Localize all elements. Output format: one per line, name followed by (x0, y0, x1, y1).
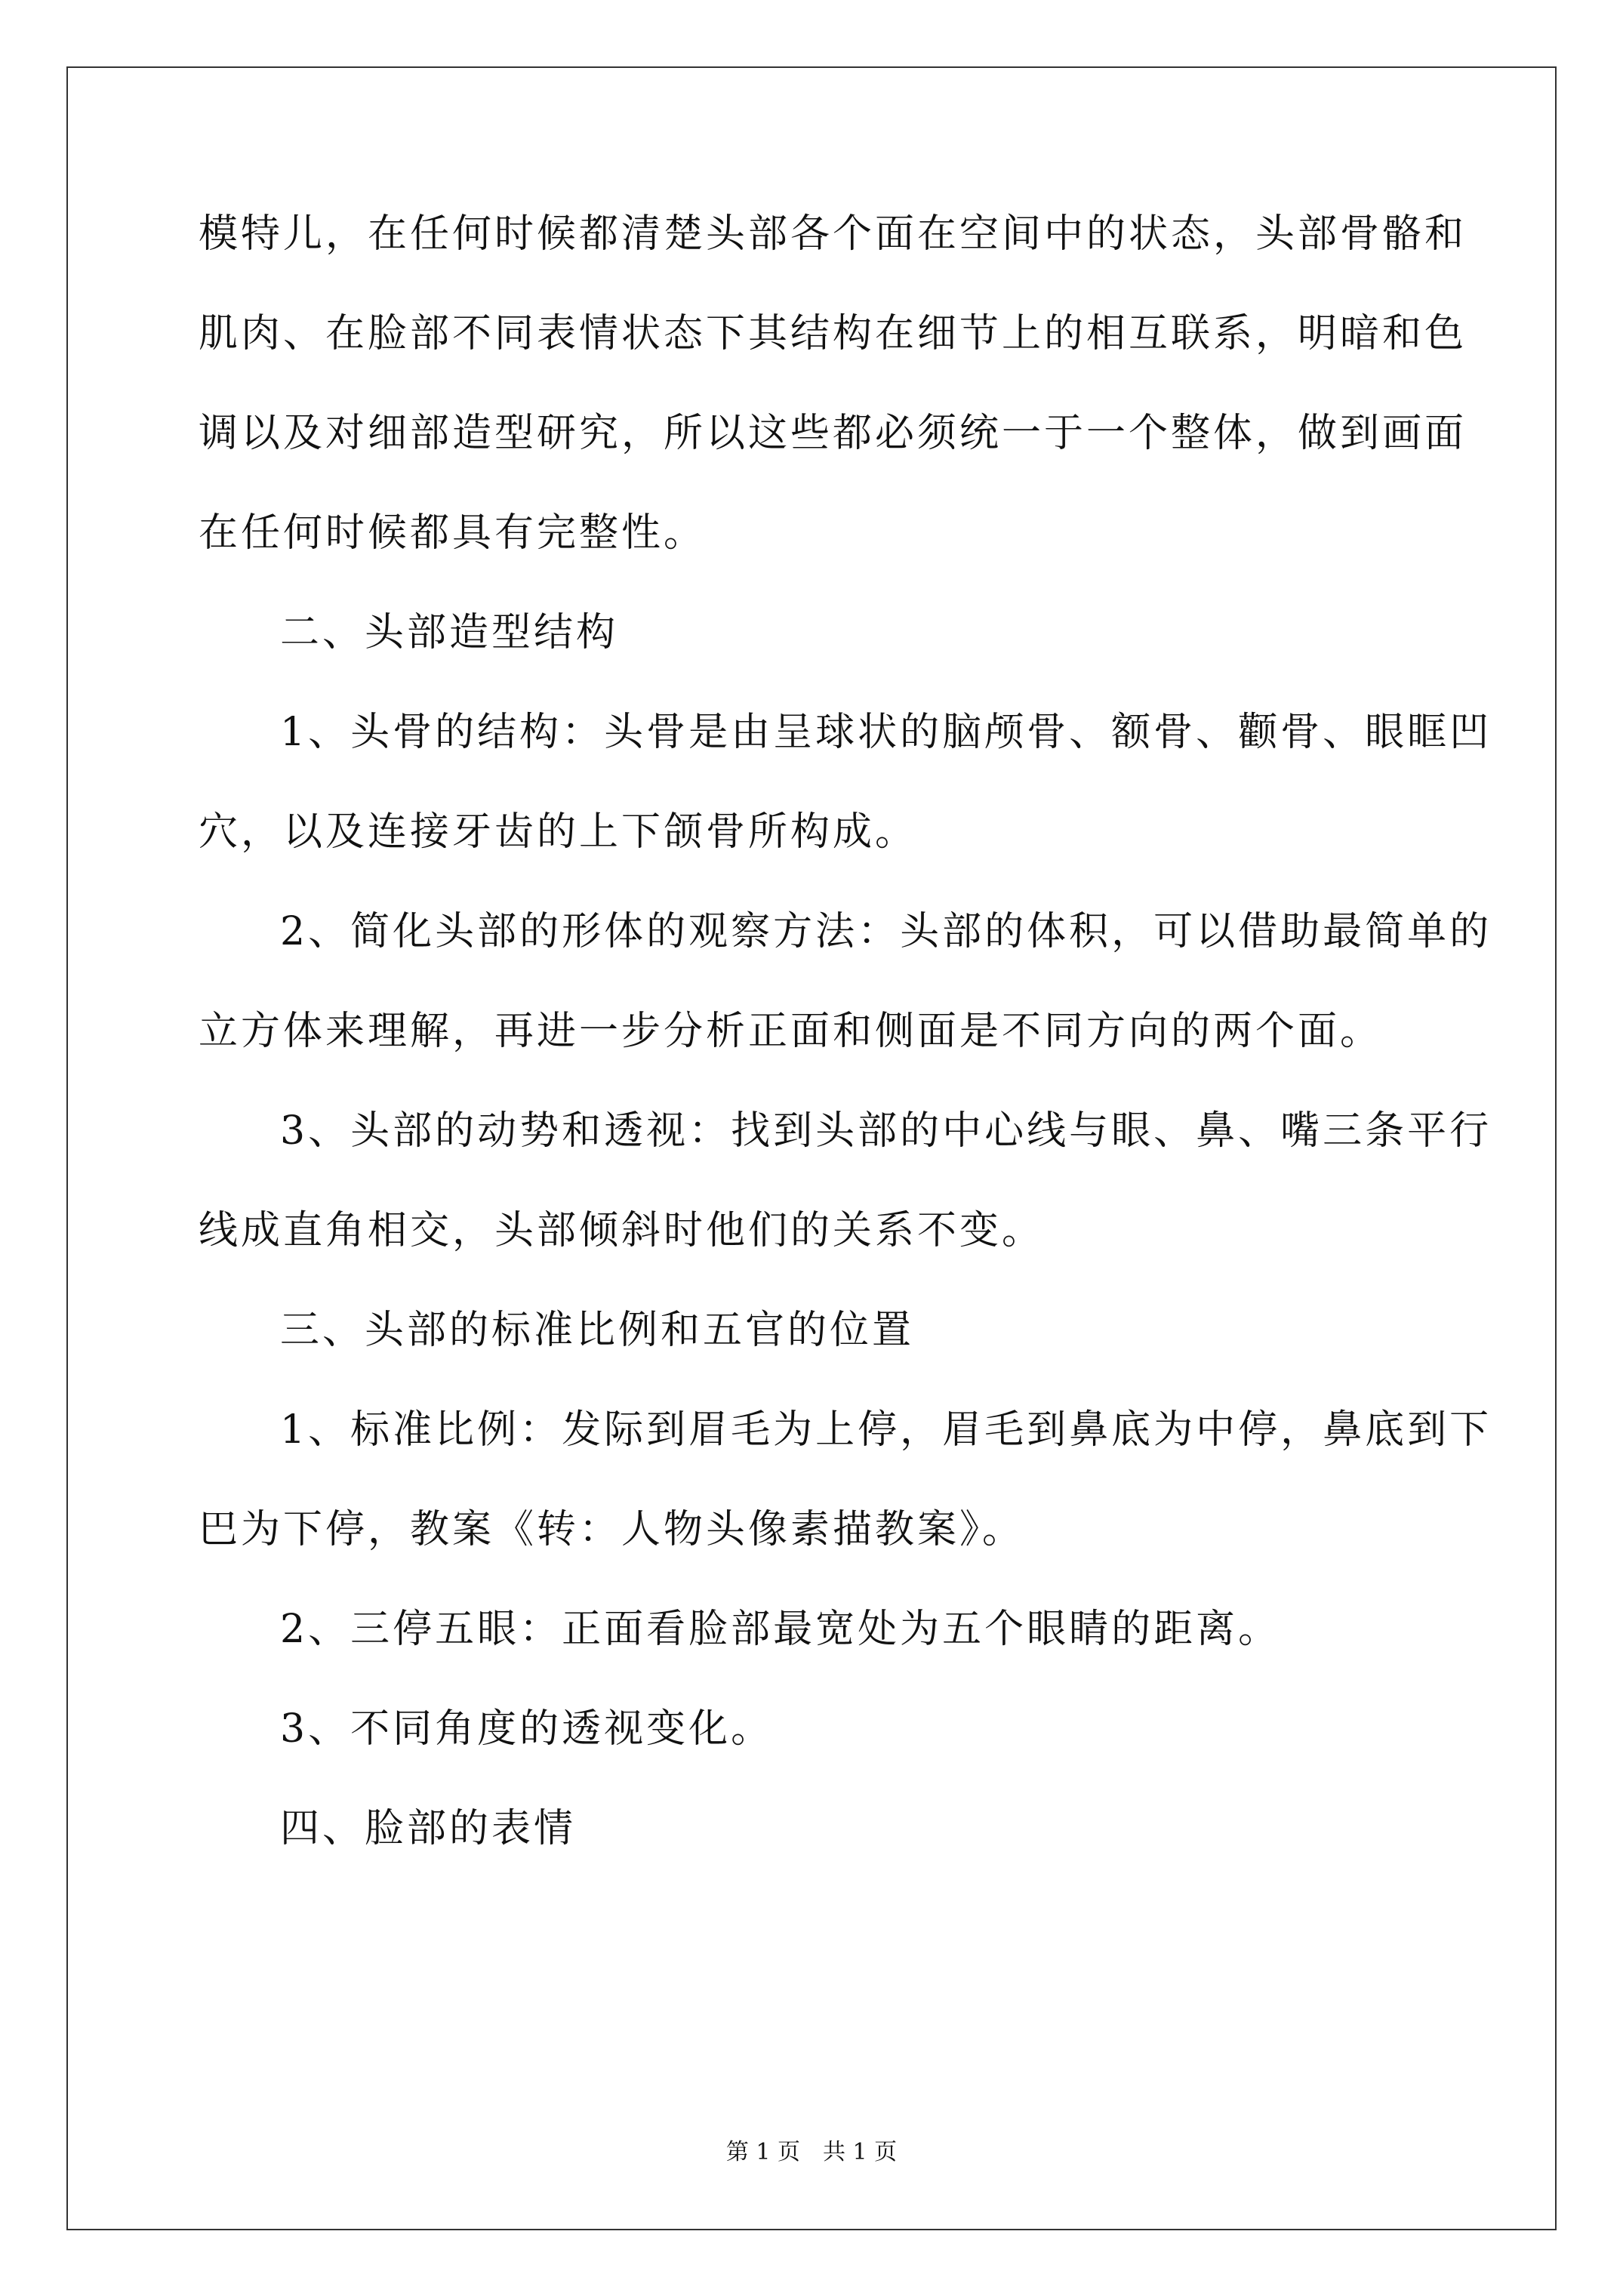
page-number: 第 1 页 共 1 页 (725, 2139, 898, 2165)
body-line: 调以及对细部造型研究，所以这些都必须统一于一个整体，做到画面 (199, 411, 1467, 456)
section-heading: 二、头部造型结构 (280, 610, 619, 655)
section-heading: 四、脸部的表情 (280, 1806, 577, 1851)
body-line: 3、头部的动势和透视：找到头部的中心线与眼、鼻、嘴三条平行 (280, 1108, 1492, 1154)
body-line: 1、头骨的结构：头骨是由呈球状的脑颅骨、额骨、颧骨、眼眶凹 (280, 710, 1492, 755)
body-line: 巴为下停，教案《转：人物头像素描教案》。 (199, 1507, 1025, 1552)
section-heading: 三、头部的标准比例和五官的位置 (280, 1308, 915, 1353)
body-line: 3、不同角度的透视变化。 (280, 1706, 774, 1752)
body-line: 2、简化头部的形体的观察方法：头部的体积，可以借助最简单的 (280, 909, 1492, 954)
body-line: 线成直角相交，头部倾斜时他们的关系不变。 (199, 1208, 1045, 1253)
body-line: 2、三停五眼：正面看脸部最宽处为五个眼睛的距离。 (280, 1607, 1281, 1652)
body-line: 肌肉、在脸部不同表情状态下其结构在细节上的相互联系，明暗和色 (199, 311, 1467, 356)
body-line: 模特儿，在任何时候都清楚头部各个面在空间中的状态，头部骨骼和 (199, 211, 1467, 257)
body-line: 立方体来理解，再进一步分析正面和侧面是不同方向的两个面。 (199, 1009, 1383, 1054)
body-line: 1、标准比例：发际到眉毛为上停，眉毛到鼻底为中停，鼻底到下 (280, 1407, 1492, 1453)
body-line: 穴，以及连接牙齿的上下颌骨所构成。 (199, 809, 918, 855)
body-line: 在任何时候都具有完整性。 (199, 510, 707, 556)
